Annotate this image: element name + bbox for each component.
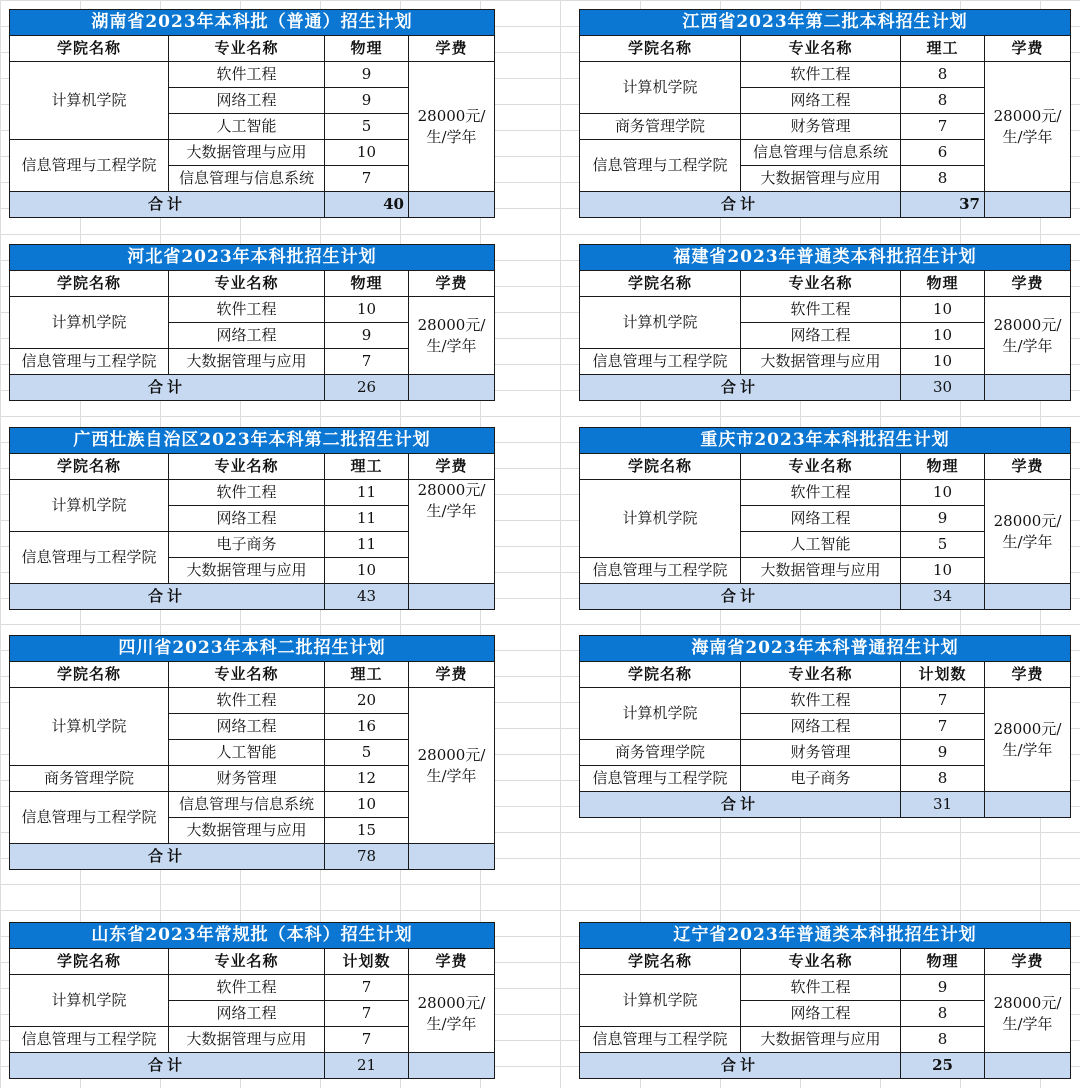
total-row	[10, 584, 495, 610]
tuition-fee-line: 生/学年	[426, 502, 477, 520]
tuition-fee-line: 生/学年	[1002, 532, 1053, 551]
major-name-cell: 大数据管理与应用	[169, 818, 325, 844]
table-title: 湖南省2023年本科批（普通）招生计划	[10, 10, 495, 36]
column-header: 理工	[901, 36, 985, 62]
quota-cell: 7	[901, 714, 985, 740]
college-name-cell: 信息管理与工程学院	[10, 349, 169, 375]
tuition-fee-cell	[409, 975, 495, 1053]
tuition-fee-cell	[985, 62, 1071, 192]
table-title: 广西壮族自治区2023年本科第二批招生计划	[10, 428, 495, 454]
total-fee-blank	[985, 1053, 1071, 1079]
college-name-cell: 计算机学院	[580, 688, 741, 740]
major-name-cell: 网络工程	[169, 506, 325, 532]
college-name-cell: 计算机学院	[10, 688, 169, 766]
table-title-row	[10, 923, 495, 949]
enrollment-plan-table	[9, 244, 495, 401]
tuition-fee-line: 28000元/	[417, 481, 486, 499]
major-name-cell: 软件工程	[169, 480, 325, 506]
column-header: 专业名称	[169, 271, 325, 297]
enrollment-plan-table	[579, 427, 1071, 610]
column-header: 学费	[985, 36, 1071, 62]
quota-cell: 8	[901, 1027, 985, 1053]
tuition-fee-line: 生/学年	[426, 127, 477, 146]
total-value: 43	[325, 584, 409, 610]
total-row	[10, 192, 495, 218]
total-fee-blank	[985, 584, 1071, 610]
quota-cell: 10	[325, 140, 409, 166]
major-name-cell: 大数据管理与应用	[169, 349, 325, 375]
major-name-cell: 电子商务	[169, 532, 325, 558]
total-label: 合计	[580, 792, 901, 818]
table-title: 江西省2023年第二批本科招生计划	[580, 10, 1071, 36]
major-name-cell: 人工智能	[169, 740, 325, 766]
tuition-fee-line: 28000元/	[993, 719, 1062, 738]
major-name-cell: 大数据管理与应用	[741, 349, 901, 375]
table-row	[580, 297, 1071, 323]
major-name-cell: 网络工程	[741, 323, 901, 349]
column-header: 理工	[325, 454, 409, 480]
quota-cell: 8	[901, 166, 985, 192]
major-name-cell: 软件工程	[741, 297, 901, 323]
college-name-cell: 商务管理学院	[580, 740, 741, 766]
major-name-cell: 财务管理	[741, 114, 901, 140]
tuition-fee-cell	[409, 480, 495, 584]
column-header: 理工	[325, 662, 409, 688]
total-value: 21	[325, 1053, 409, 1079]
column-header: 学费	[985, 271, 1071, 297]
enrollment-plan-table	[579, 922, 1071, 1079]
total-label: 合计	[10, 1053, 325, 1079]
quota-cell: 9	[901, 740, 985, 766]
major-name-cell: 软件工程	[169, 975, 325, 1001]
total-fee-blank	[409, 1053, 495, 1079]
quota-cell: 7	[901, 688, 985, 714]
quota-cell: 10	[901, 297, 985, 323]
quota-cell: 7	[325, 1001, 409, 1027]
tuition-fee-line: 生/学年	[426, 766, 477, 785]
table-header-row	[580, 662, 1071, 688]
quota-cell: 5	[901, 532, 985, 558]
major-name-cell: 软件工程	[741, 975, 901, 1001]
table-row	[580, 975, 1071, 1001]
quota-cell: 10	[325, 558, 409, 584]
table-title: 河北省2023年本科批招生计划	[10, 245, 495, 271]
table-header-row	[580, 949, 1071, 975]
total-fee-blank	[409, 844, 495, 870]
enrollment-plan-table	[9, 635, 495, 870]
table-row	[580, 480, 1071, 506]
total-row	[10, 1053, 495, 1079]
quota-cell: 11	[325, 506, 409, 532]
quota-cell: 5	[325, 114, 409, 140]
table-header-row	[10, 454, 495, 480]
quota-cell: 10	[901, 349, 985, 375]
quota-cell: 8	[901, 88, 985, 114]
major-name-cell: 信息管理与信息系统	[169, 792, 325, 818]
total-fee-blank	[409, 584, 495, 610]
quota-cell: 7	[325, 975, 409, 1001]
column-header: 专业名称	[741, 949, 901, 975]
quota-cell: 6	[901, 140, 985, 166]
total-label: 合计	[580, 1053, 901, 1079]
quota-cell: 16	[325, 714, 409, 740]
quota-cell: 10	[325, 297, 409, 323]
column-header: 学院名称	[580, 271, 741, 297]
major-name-cell: 信息管理与信息系统	[169, 166, 325, 192]
quota-cell: 20	[325, 688, 409, 714]
table-title-row	[10, 245, 495, 271]
major-name-cell: 大数据管理与应用	[169, 140, 325, 166]
major-name-cell: 信息管理与信息系统	[741, 140, 901, 166]
column-header: 专业名称	[741, 271, 901, 297]
table-header-row	[10, 271, 495, 297]
enrollment-plan-table	[579, 9, 1071, 218]
enrollment-plan-table	[9, 922, 495, 1079]
tuition-fee-line: 生/学年	[1002, 127, 1053, 146]
total-label: 合计	[580, 192, 901, 218]
quota-cell: 9	[325, 323, 409, 349]
column-header: 物理	[325, 36, 409, 62]
tuition-fee-cell	[985, 480, 1071, 584]
column-header: 物理	[901, 271, 985, 297]
quota-cell: 12	[325, 766, 409, 792]
column-header: 学院名称	[580, 36, 741, 62]
enrollment-plan-table	[9, 427, 495, 610]
quota-cell: 15	[325, 818, 409, 844]
major-name-cell: 网络工程	[741, 714, 901, 740]
column-header: 学费	[409, 454, 495, 480]
quota-cell: 10	[901, 480, 985, 506]
table-title-row	[10, 10, 495, 36]
tuition-fee-line: 28000元/	[417, 106, 486, 125]
total-fee-blank	[985, 792, 1071, 818]
table-title-row	[580, 245, 1071, 271]
tuition-fee-line: 生/学年	[1002, 1014, 1053, 1033]
table-title-row	[580, 923, 1071, 949]
total-label: 合计	[10, 375, 325, 401]
column-header: 学费	[985, 662, 1071, 688]
enrollment-plan-table	[579, 635, 1071, 818]
column-header: 学费	[985, 454, 1071, 480]
enrollment-plan-table	[579, 244, 1071, 401]
major-name-cell: 大数据管理与应用	[169, 1027, 325, 1053]
column-header: 学院名称	[580, 454, 741, 480]
tuition-fee-line: 28000元/	[417, 993, 486, 1012]
table-title: 辽宁省2023年普通类本科批招生计划	[580, 923, 1071, 949]
quota-cell: 8	[901, 1001, 985, 1027]
tuition-fee-line: 生/学年	[426, 336, 477, 355]
major-name-cell: 软件工程	[741, 688, 901, 714]
major-name-cell: 网络工程	[169, 714, 325, 740]
table-header-row	[10, 36, 495, 62]
quota-cell: 9	[901, 506, 985, 532]
total-row	[580, 792, 1071, 818]
total-label: 合计	[10, 192, 325, 218]
college-name-cell: 计算机学院	[580, 975, 741, 1027]
total-fee-blank	[409, 375, 495, 401]
column-header: 专业名称	[169, 949, 325, 975]
table-title: 山东省2023年常规批（本科）招生计划	[10, 923, 495, 949]
quota-cell: 10	[901, 558, 985, 584]
tuition-fee-line: 28000元/	[993, 511, 1062, 530]
table-title-row	[580, 428, 1071, 454]
table-row	[10, 62, 495, 88]
major-name-cell: 网络工程	[741, 88, 901, 114]
tuition-fee-line: 28000元/	[417, 745, 486, 764]
college-name-cell: 信息管理与工程学院	[10, 532, 169, 584]
column-header: 专业名称	[169, 662, 325, 688]
quota-cell: 8	[901, 766, 985, 792]
total-row	[580, 1053, 1071, 1079]
quota-cell: 8	[901, 62, 985, 88]
quota-cell: 7	[325, 166, 409, 192]
college-name-cell: 计算机学院	[10, 975, 169, 1027]
college-name-cell: 信息管理与工程学院	[580, 140, 741, 192]
total-row	[580, 192, 1071, 218]
quota-cell: 9	[325, 88, 409, 114]
column-header: 学院名称	[10, 662, 169, 688]
major-name-cell: 网络工程	[741, 506, 901, 532]
total-value: 37	[901, 192, 985, 218]
total-value: 34	[901, 584, 985, 610]
major-name-cell: 软件工程	[169, 62, 325, 88]
major-name-cell: 网络工程	[169, 323, 325, 349]
total-value: 25	[901, 1053, 985, 1079]
table-title-row	[580, 636, 1071, 662]
college-name-cell: 信息管理与工程学院	[580, 349, 741, 375]
major-name-cell: 软件工程	[741, 62, 901, 88]
college-name-cell: 信息管理与工程学院	[10, 140, 169, 192]
total-row	[580, 584, 1071, 610]
quota-cell: 5	[325, 740, 409, 766]
column-header: 学费	[985, 949, 1071, 975]
total-label: 合计	[580, 375, 901, 401]
quota-cell: 7	[901, 114, 985, 140]
tuition-fee-cell	[985, 975, 1071, 1053]
column-header: 物理	[901, 454, 985, 480]
quota-cell: 7	[325, 1027, 409, 1053]
column-header: 计划数	[901, 662, 985, 688]
tuition-fee-line: 28000元/	[993, 106, 1062, 125]
major-name-cell: 电子商务	[741, 766, 901, 792]
quota-cell: 11	[325, 532, 409, 558]
table-row	[580, 688, 1071, 714]
college-name-cell: 计算机学院	[580, 297, 741, 349]
table-header-row	[10, 949, 495, 975]
column-header: 学费	[409, 949, 495, 975]
major-name-cell: 大数据管理与应用	[741, 1027, 901, 1053]
quota-cell: 9	[325, 62, 409, 88]
column-header: 学院名称	[10, 949, 169, 975]
total-value: 78	[325, 844, 409, 870]
total-label: 合计	[10, 844, 325, 870]
college-name-cell: 信息管理与工程学院	[10, 792, 169, 844]
major-name-cell: 网络工程	[741, 1001, 901, 1027]
table-title-row	[10, 636, 495, 662]
table-title-row	[580, 10, 1071, 36]
tuition-fee-line: 28000元/	[417, 315, 486, 334]
college-name-cell: 计算机学院	[580, 62, 741, 114]
column-header: 物理	[325, 271, 409, 297]
table-title: 重庆市2023年本科批招生计划	[580, 428, 1071, 454]
table-header-row	[580, 271, 1071, 297]
total-label: 合计	[10, 584, 325, 610]
tuition-fee-cell	[409, 62, 495, 192]
total-fee-blank	[409, 192, 495, 218]
column-header: 专业名称	[741, 662, 901, 688]
total-value: 31	[901, 792, 985, 818]
quota-cell: 10	[325, 792, 409, 818]
table-title: 四川省2023年本科二批招生计划	[10, 636, 495, 662]
total-value: 30	[901, 375, 985, 401]
total-value: 26	[325, 375, 409, 401]
major-name-cell: 大数据管理与应用	[169, 558, 325, 584]
major-name-cell: 人工智能	[169, 114, 325, 140]
column-header: 学院名称	[10, 271, 169, 297]
table-title: 海南省2023年本科普通招生计划	[580, 636, 1071, 662]
college-name-cell: 计算机学院	[580, 480, 741, 558]
total-row	[10, 375, 495, 401]
college-name-cell: 信息管理与工程学院	[580, 558, 741, 584]
college-name-cell: 信息管理与工程学院	[580, 1027, 741, 1053]
tuition-fee-cell	[985, 297, 1071, 375]
major-name-cell: 网络工程	[169, 88, 325, 114]
table-title-row	[10, 428, 495, 454]
major-name-cell: 网络工程	[169, 1001, 325, 1027]
table-row	[10, 688, 495, 714]
column-header: 专业名称	[741, 36, 901, 62]
major-name-cell: 大数据管理与应用	[741, 166, 901, 192]
column-header: 专业名称	[741, 454, 901, 480]
quota-cell: 10	[901, 323, 985, 349]
tuition-fee-line: 28000元/	[993, 993, 1062, 1012]
table-header-row	[580, 36, 1071, 62]
table-title: 福建省2023年普通类本科批招生计划	[580, 245, 1071, 271]
column-header: 学费	[409, 662, 495, 688]
column-header: 专业名称	[169, 36, 325, 62]
table-row	[580, 62, 1071, 88]
total-fee-blank	[985, 375, 1071, 401]
major-name-cell: 财务管理	[741, 740, 901, 766]
major-name-cell: 软件工程	[741, 480, 901, 506]
total-row	[580, 375, 1071, 401]
column-header: 学院名称	[10, 454, 169, 480]
column-header: 物理	[901, 949, 985, 975]
college-name-cell: 商务管理学院	[580, 114, 741, 140]
column-header: 学院名称	[580, 949, 741, 975]
total-label: 合计	[580, 584, 901, 610]
tuition-fee-line: 生/学年	[426, 1014, 477, 1033]
tuition-fee-line: 生/学年	[1002, 740, 1053, 759]
college-name-cell: 信息管理与工程学院	[580, 766, 741, 792]
tuition-fee-cell	[409, 688, 495, 844]
tuition-fee-line: 生/学年	[1002, 336, 1053, 355]
tuition-fee-line: 28000元/	[993, 315, 1062, 334]
table-row	[10, 480, 495, 506]
major-name-cell: 人工智能	[741, 532, 901, 558]
table-header-row	[580, 454, 1071, 480]
total-row	[10, 844, 495, 870]
college-name-cell: 计算机学院	[10, 480, 169, 532]
column-header: 学院名称	[10, 36, 169, 62]
column-header: 计划数	[325, 949, 409, 975]
total-fee-blank	[985, 192, 1071, 218]
column-header: 专业名称	[169, 454, 325, 480]
tuition-fee-cell	[985, 688, 1071, 792]
major-name-cell: 财务管理	[169, 766, 325, 792]
quota-cell: 11	[325, 480, 409, 506]
college-name-cell: 计算机学院	[10, 297, 169, 349]
table-row	[10, 975, 495, 1001]
college-name-cell: 商务管理学院	[10, 766, 169, 792]
column-header: 学费	[409, 271, 495, 297]
column-header: 学费	[409, 36, 495, 62]
enrollment-plan-table	[9, 9, 495, 218]
table-row	[10, 297, 495, 323]
tuition-fee-cell	[409, 297, 495, 375]
quota-cell: 9	[901, 975, 985, 1001]
table-header-row	[10, 662, 495, 688]
column-header: 学院名称	[580, 662, 741, 688]
major-name-cell: 软件工程	[169, 297, 325, 323]
major-name-cell: 软件工程	[169, 688, 325, 714]
quota-cell: 7	[325, 349, 409, 375]
major-name-cell: 大数据管理与应用	[741, 558, 901, 584]
total-value: 40	[325, 192, 409, 218]
college-name-cell: 信息管理与工程学院	[10, 1027, 169, 1053]
college-name-cell: 计算机学院	[10, 62, 169, 140]
